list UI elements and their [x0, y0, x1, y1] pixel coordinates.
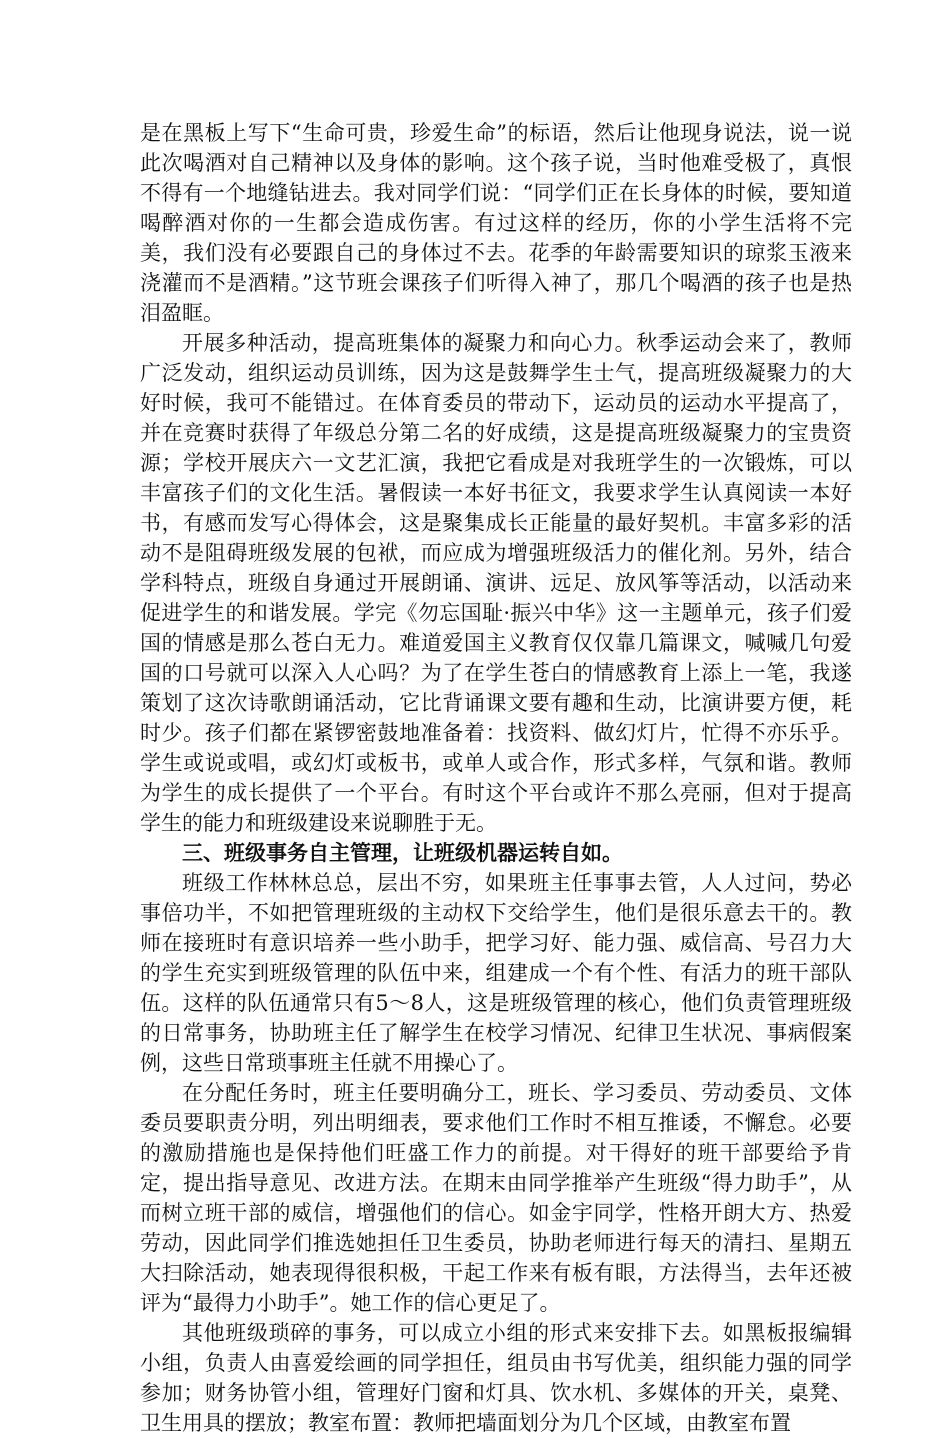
paragraph-4: 在分配任务时，班主任要明确分工，班长、学习委员、劳动委员、文体委员要职责分明，列出明细表，要求他们工作时不相互推诿，不懈怠。必要的激励措施也是保持他们旺盛工作力的前提。对干得好的班干部要给予肯定，提出指导意见、改进方法。在期末由同学推举产生班级“得力助手”，从而树立班干部的威信，增强他们的信心。如金宇同学，性格开朗大方、热爱劳动，因此同学们推选她担任卫生委员，协助老师进行每天的清扫、星期五大扫除活动，她表现得很积极，干起工作来有板有眼，方法得当，去年还被评为“最得力小助手”。她工作的信心更足了。	[140, 1081, 852, 1315]
paragraph-2: 开展多种活动，提高班集体的凝聚力和向心力。秋季运动会来了，教师广泛发动，组织运动员训练，因为这是鼓舞学生士气，提高班级凝聚力的大好时候，我可不能错过。在体育委员的带动下，运动员的运动水平提高了，并在竞赛时获得了年级总分第二名的好成绩，这是提高班级凝聚力的宝贵资源；学校开展庆六一文艺汇演，我把它看成是对我班学生的一次锻炼，可以丰富孩子们的文化生活。暑假读一本好书征文，我要求学生认真阅读一本好书，有感而发写心得体会，这是聚集成长正能量的最好契机。丰富多彩的活动不是阻碍班级发展的包袱，而应成为增强班级活力的催化剂。另外，结合学科特点，班级自身通过开展朗诵、演讲、远足、放风筝等活动，以活动来促进学生的和谐发展。学完《勿忘国耻·振兴中华》这一主题单元，孩子们爱国的情感是那么苍白无力。难道爱国主义教育仅仅靠几篇课文，喊喊几句爱国的口号就可以深入人心吗？为了在学生苍白的情感教育上添上一笔，我遂策划了这次诗歌朗诵活动，它比背诵课文要有趣和生动，比演讲要方便，耗时少。孩子们都在紧锣密鼓地准备着：找资料、做幻灯片，忙得不亦乐乎。学生或说或唱，或幻灯或板书，或单人或合作，形式多样，气氛和谐。教师为学生的成长提供了一个平台。有时这个平台或许不那么亮丽，但对于提高学生的能力和班级建设来说聊胜于无。	[140, 331, 852, 835]
section-heading: 三、班级事务自主管理，让班级机器运转自如。	[182, 841, 623, 865]
paragraph-3: 班级工作林林总总，层出不穷，如果班主任事事去管，人人过问，势必事倍功半，不如把管理班级的主动权下交给学生，他们是很乐意去干的。教师在接班时有意识培养一些小助手，把学习好、能力强、威信高、号召力大的学生充实到班级管理的队伍中来，组建成一个有个性、有活力的班干部队伍。这样的队伍通常只有5～8人，这是班级管理的核心，他们负责管理班级的日常事务，协助班主任了解学生在校学习情况、纪律卫生状况、事病假案例，这些日常琐事班主任就不用操心了。	[140, 871, 852, 1075]
document-page	[140, 118, 852, 1438]
paragraph-5: 其他班级琐碎的事务，可以成立小组的形式来安排下去。如黑板报编辑小组，负责人由喜爱绘画的同学担任，组员由书写优美，组织能力强的同学参加；财务协管小组，管理好门窗和灯具、饮水机、多媒体的开关，桌凳、卫生用具的摆放；教室布置：教师把墙面划分为几个区域，由教室布置	[140, 1321, 852, 1435]
paragraph-1: 是在黑板上写下“生命可贵，珍爱生命”的标语，然后让他现身说法，说一说此次喝酒对自己精神以及身体的影响。这个孩子说，当时他难受极了，真恨不得有一个地缝钻进去。我对同学们说：“同学们正在长身体的时候，要知道喝醉酒对你的一生都会造成伤害。有过这样的经历，你的小学生活将不完美，我们没有必要跟自己的身体过不去。花季的年龄需要知识的琼浆玉液来浇灌而不是酒精。”这节班会课孩子们听得入神了，那几个喝酒的孩子也是热泪盈眶。	[140, 121, 852, 325]
